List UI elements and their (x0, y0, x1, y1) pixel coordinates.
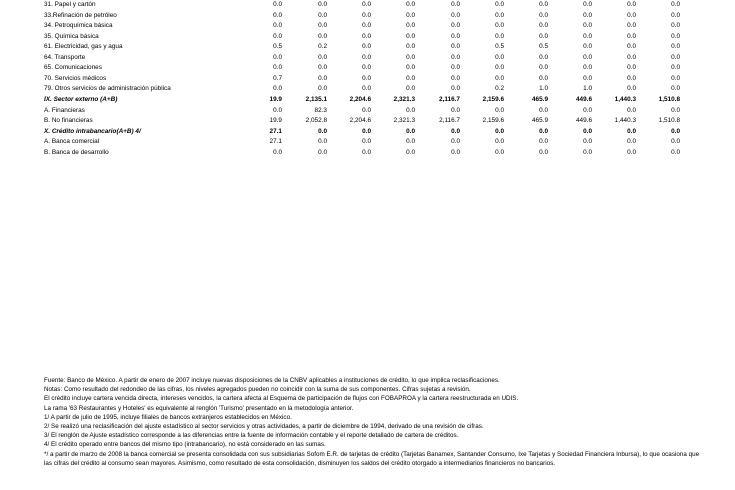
table-cell: 2,116.7 (439, 95, 460, 103)
table-cell: 2,135.1 (305, 95, 327, 103)
table-cell: 0.0 (451, 106, 460, 114)
table-cell: 0.0 (406, 74, 415, 82)
table-cell: 0.0 (627, 11, 636, 19)
table-cell: 0.0 (583, 74, 592, 82)
table-row (0, 116, 735, 126)
table-cell: 0.5 (495, 43, 504, 51)
note-source: Fuente: Banco de México. A partir de enero de 2007 incluye nuevas disposiciones de la CNBV aplicables a instituciones de crédito, lo que implica reclasificaciones. (44, 377, 500, 384)
table-cell: 0.0 (362, 64, 371, 72)
table-cell: 0.0 (671, 106, 680, 114)
row-label: 79. Otros servicios de administración pública (44, 85, 171, 93)
table-cell: 0.7 (273, 74, 282, 82)
table-cell: 0.0 (362, 106, 371, 114)
table-cell: 2,159.6 (482, 117, 504, 125)
table-cell: 449.6 (576, 117, 592, 125)
table-row (0, 74, 735, 84)
table-cell: 0.0 (362, 127, 371, 135)
row-label: 64. Transporte (44, 53, 86, 61)
table-cell: 0.0 (539, 148, 548, 156)
table-cell: 1,440.3 (614, 95, 636, 103)
table-cell: 0.0 (627, 106, 636, 114)
table-row (0, 137, 735, 147)
table-cell: 0.0 (451, 32, 460, 40)
table-cell: 0.0 (671, 148, 680, 156)
table-cell: 0.0 (318, 11, 327, 19)
table-cell: 0.0 (495, 11, 504, 19)
table-cell: 0.0 (627, 22, 636, 30)
table-cell: 0.0 (406, 22, 415, 30)
table-cell: 0.0 (495, 53, 504, 61)
table-cell: 0.0 (627, 1, 636, 8)
table-cell: 0.0 (451, 148, 460, 156)
table-cell: 0.0 (539, 53, 548, 61)
table-cell: 0.0 (451, 43, 460, 51)
table-cell: 465.9 (532, 117, 548, 125)
row-label: A. Financieras (44, 106, 85, 114)
table-cell: 0.0 (273, 85, 282, 93)
table-cell: 0.0 (671, 74, 680, 82)
table-cell: 0.0 (495, 127, 504, 135)
table-cell: 19.9 (269, 117, 282, 125)
table-row (0, 53, 735, 63)
footnote-3: 3/ El renglón de Ajuste estadístico corresponde a las diferencias entre la fuente de información contable y el reporte detallado de cartera de créditos. (44, 432, 459, 440)
table-cell: 0.0 (273, 106, 282, 114)
table-cell: 82.3 (314, 106, 327, 114)
table-cell: 0.0 (406, 148, 415, 156)
table-cell: 0.0 (539, 11, 548, 19)
table-cell: 0.0 (671, 43, 680, 51)
table-cell: 0.0 (671, 32, 680, 40)
table-cell: 0.0 (627, 53, 636, 61)
table-cell: 0.0 (273, 22, 282, 30)
row-label: 35. Química básica (44, 32, 99, 40)
table-cell: 0.0 (451, 22, 460, 30)
table-cell: 0.0 (583, 106, 592, 114)
table-cell: 0.0 (627, 32, 636, 40)
table-cell: 0.0 (495, 138, 504, 146)
table-cell: 27.1 (269, 138, 282, 146)
table-cell: 0.0 (495, 32, 504, 40)
table-cell: 0.0 (406, 1, 415, 8)
row-label: B. No financieras (44, 117, 93, 125)
table-cell: 0.0 (318, 53, 327, 61)
table-row (0, 106, 735, 116)
table-cell: 1.0 (539, 85, 548, 93)
note-general: Notas: Como resultado del redondeo de las cifras, los niveles agregados pueden no coincidir con la suma de sus componentes. Cifras sujetas a revisión. (44, 386, 471, 394)
table-cell: 0.0 (671, 127, 680, 135)
row-label: 61. Electricidad, gas y agua (44, 43, 123, 51)
table-row (0, 127, 735, 137)
table-cell: 0.2 (318, 43, 327, 51)
table-cell: 0.0 (273, 1, 282, 8)
table-cell: 0.0 (539, 138, 548, 146)
table-cell: 0.0 (539, 64, 548, 72)
table-cell: 0.0 (406, 32, 415, 40)
table-cell: 0.0 (318, 127, 327, 135)
table-cell: 0.0 (671, 138, 680, 146)
table-cell: 0.0 (671, 64, 680, 72)
table-cell: 0.0 (318, 74, 327, 82)
table-cell: 0.0 (627, 74, 636, 82)
table-cell: 0.5 (539, 43, 548, 51)
table-cell: 0.0 (362, 43, 371, 51)
table-row (0, 32, 735, 42)
table-row (0, 148, 735, 158)
table-cell: 0.0 (539, 127, 548, 135)
table-cell: 0.5 (273, 43, 282, 51)
table-cell: 0.0 (627, 127, 636, 135)
table-cell: 0.0 (583, 32, 592, 40)
table-cell: 0.0 (362, 22, 371, 30)
table-row (0, 95, 735, 105)
note-branch: La rama '63 Restaurantes y Hoteles' es equivalente al renglón 'Turismo' presentado en la metodología anterior. (44, 404, 354, 412)
table-cell: 0.0 (583, 43, 592, 51)
table-cell: 1.0 (583, 85, 592, 93)
table-cell: 0.0 (451, 138, 460, 146)
table-cell: 0.0 (539, 1, 548, 8)
table-cell: 0.0 (539, 74, 548, 82)
table-cell: 0.0 (406, 53, 415, 61)
row-label: A. Banca comercial (44, 138, 100, 146)
table-cell: 0.0 (362, 138, 371, 146)
table-cell: 0.0 (627, 148, 636, 156)
table-cell: 0.0 (362, 53, 371, 61)
table-cell: 0.0 (318, 138, 327, 146)
table-cell: 0.0 (583, 64, 592, 72)
table-cell: 2,116.7 (439, 117, 460, 125)
table-cell: 0.0 (539, 22, 548, 30)
table-cell: 0.0 (495, 106, 504, 114)
table-cell: 2,321.3 (393, 95, 415, 103)
table-cell: 0.0 (318, 32, 327, 40)
table-cell: 0.0 (583, 22, 592, 30)
footnote-2: 2/ Se realizó una reclasificación del ajuste estadístico al sector servicios y otras actividades, a partir de diciembre de 1994, derivado de una revisión de cifras. (44, 423, 484, 431)
table-row (0, 0, 735, 10)
table-cell: 2,204.6 (349, 117, 371, 125)
footnote-4: 4/ El crédito operado entre bancos del mismo tipo (intrabancario), no está considerado en las sumas. (44, 441, 326, 449)
table-cell: 0.0 (406, 85, 415, 93)
table-cell: 0.0 (318, 1, 327, 8)
table-cell: 2,052.8 (305, 117, 327, 125)
table-cell: 0.0 (583, 1, 592, 8)
table-cell: 0.0 (406, 43, 415, 51)
table-cell: 0.0 (318, 85, 327, 93)
row-label: 33.Refinación de petróleo (44, 11, 117, 19)
table-cell: 0.0 (406, 11, 415, 19)
table-cell: 465.9 (532, 95, 548, 103)
table-cell: 2,321.3 (393, 117, 415, 125)
table-cell: 0.0 (451, 64, 460, 72)
table-cell: 0.0 (583, 138, 592, 146)
footnote-star: */ a partir de marzo de 2008 la banca comercial se presenta consolidada con sus subsidiarias Sofom E.R. de tarjetas de crédito (Tarjetas Banamex, Santander Consumo, Ixe Tarjetas y Sociedad Financiera Inbursa), lo que ocasiona que las cifras del crédito al consumo sean mayores. Asimismo, como resultado de esta consolidación, disminuyen los saldos del crédito otorgado a intermediarios financieros no bancarios. (44, 450, 700, 467)
table-cell: 0.0 (539, 32, 548, 40)
table-cell: 0.0 (627, 43, 636, 51)
table-cell: 0.0 (671, 11, 680, 19)
table-cell: 0.0 (406, 64, 415, 72)
table-cell: 0.0 (451, 11, 460, 19)
table-cell: 0.0 (451, 85, 460, 93)
table-cell: 0.0 (451, 1, 460, 8)
note-credit: El crédito incluye cartera vencida directa, intereses vencidos, la cartera afecta al Esquema de participación de flujos con FOBAPROA y la cartera reestructurada en UDIS. (44, 395, 519, 403)
row-label: X. Crédito intrabancario(A+B) 4/ (44, 127, 141, 135)
table-cell: 2,204.6 (349, 95, 371, 103)
table-cell: 0.0 (362, 74, 371, 82)
table-cell: 1,510.8 (658, 117, 680, 125)
table-cell: 0.0 (273, 148, 282, 156)
table-cell: 0.0 (362, 11, 371, 19)
table-cell: 0.0 (451, 74, 460, 82)
table-cell: 0.0 (627, 85, 636, 93)
table-cell: 0.0 (627, 64, 636, 72)
table-row (0, 11, 735, 21)
table-cell: 0.0 (406, 127, 415, 135)
table-cell: 0.0 (539, 106, 548, 114)
table-cell: 0.2 (495, 85, 504, 93)
row-label: 70. Servicios médicos (44, 74, 107, 82)
table-cell: 0.0 (495, 1, 504, 8)
table-cell: 0.0 (627, 138, 636, 146)
table-cell: 27.1 (269, 127, 282, 135)
table-cell: 0.0 (671, 1, 680, 8)
table-cell: 2,159.6 (482, 95, 504, 103)
row-label: 34. Petroquímica básica (44, 22, 113, 30)
table-cell: 0.0 (583, 148, 592, 156)
table-cell: 0.0 (273, 53, 282, 61)
table-cell: 0.0 (671, 22, 680, 30)
row-label: IX. Sector externo (A+B) (44, 95, 118, 103)
table-cell: 0.0 (495, 148, 504, 156)
row-label: 31. Papel y cartón (44, 1, 96, 8)
table-cell: 0.0 (362, 1, 371, 8)
table-cell: 1,510.8 (658, 95, 680, 103)
footnote-1: 1/ A partir de julio de 1995, incluye filiales de bancos extranjeros establecidos en México. (44, 413, 292, 421)
table-cell: 0.0 (451, 53, 460, 61)
table-cell: 0.0 (362, 32, 371, 40)
table-cell: 0.0 (318, 148, 327, 156)
row-label: B. Banca de desarrollo (44, 148, 109, 156)
table-cell: 19.9 (269, 95, 282, 103)
table-cell: 0.0 (671, 53, 680, 61)
table-cell: 0.0 (583, 127, 592, 135)
table-cell: 0.0 (318, 22, 327, 30)
table-cell: 0.0 (583, 53, 592, 61)
table-cell: 1,440.3 (614, 117, 636, 125)
table-cell: 0.0 (273, 11, 282, 19)
table-cell: 0.0 (273, 32, 282, 40)
table-cell: 0.0 (451, 127, 460, 135)
table-row (0, 42, 735, 52)
table-cell: 0.0 (273, 64, 282, 72)
table-cell: 0.0 (406, 106, 415, 114)
table-row (0, 21, 735, 31)
table-cell: 0.0 (583, 11, 592, 19)
table-cell: 0.0 (318, 64, 327, 72)
table-cell: 0.0 (495, 64, 504, 72)
table-cell: 0.0 (406, 138, 415, 146)
table-cell: 0.0 (671, 85, 680, 93)
table-cell: 0.0 (495, 22, 504, 30)
table-row (0, 63, 735, 73)
table-row (0, 84, 735, 94)
table-cell: 0.0 (495, 74, 504, 82)
row-label: 65. Comunicaciones (44, 64, 102, 72)
table-cell: 0.0 (362, 148, 371, 156)
table-cell: 0.0 (362, 85, 371, 93)
table-cell: 449.6 (576, 95, 592, 103)
footnotes (44, 376, 704, 468)
